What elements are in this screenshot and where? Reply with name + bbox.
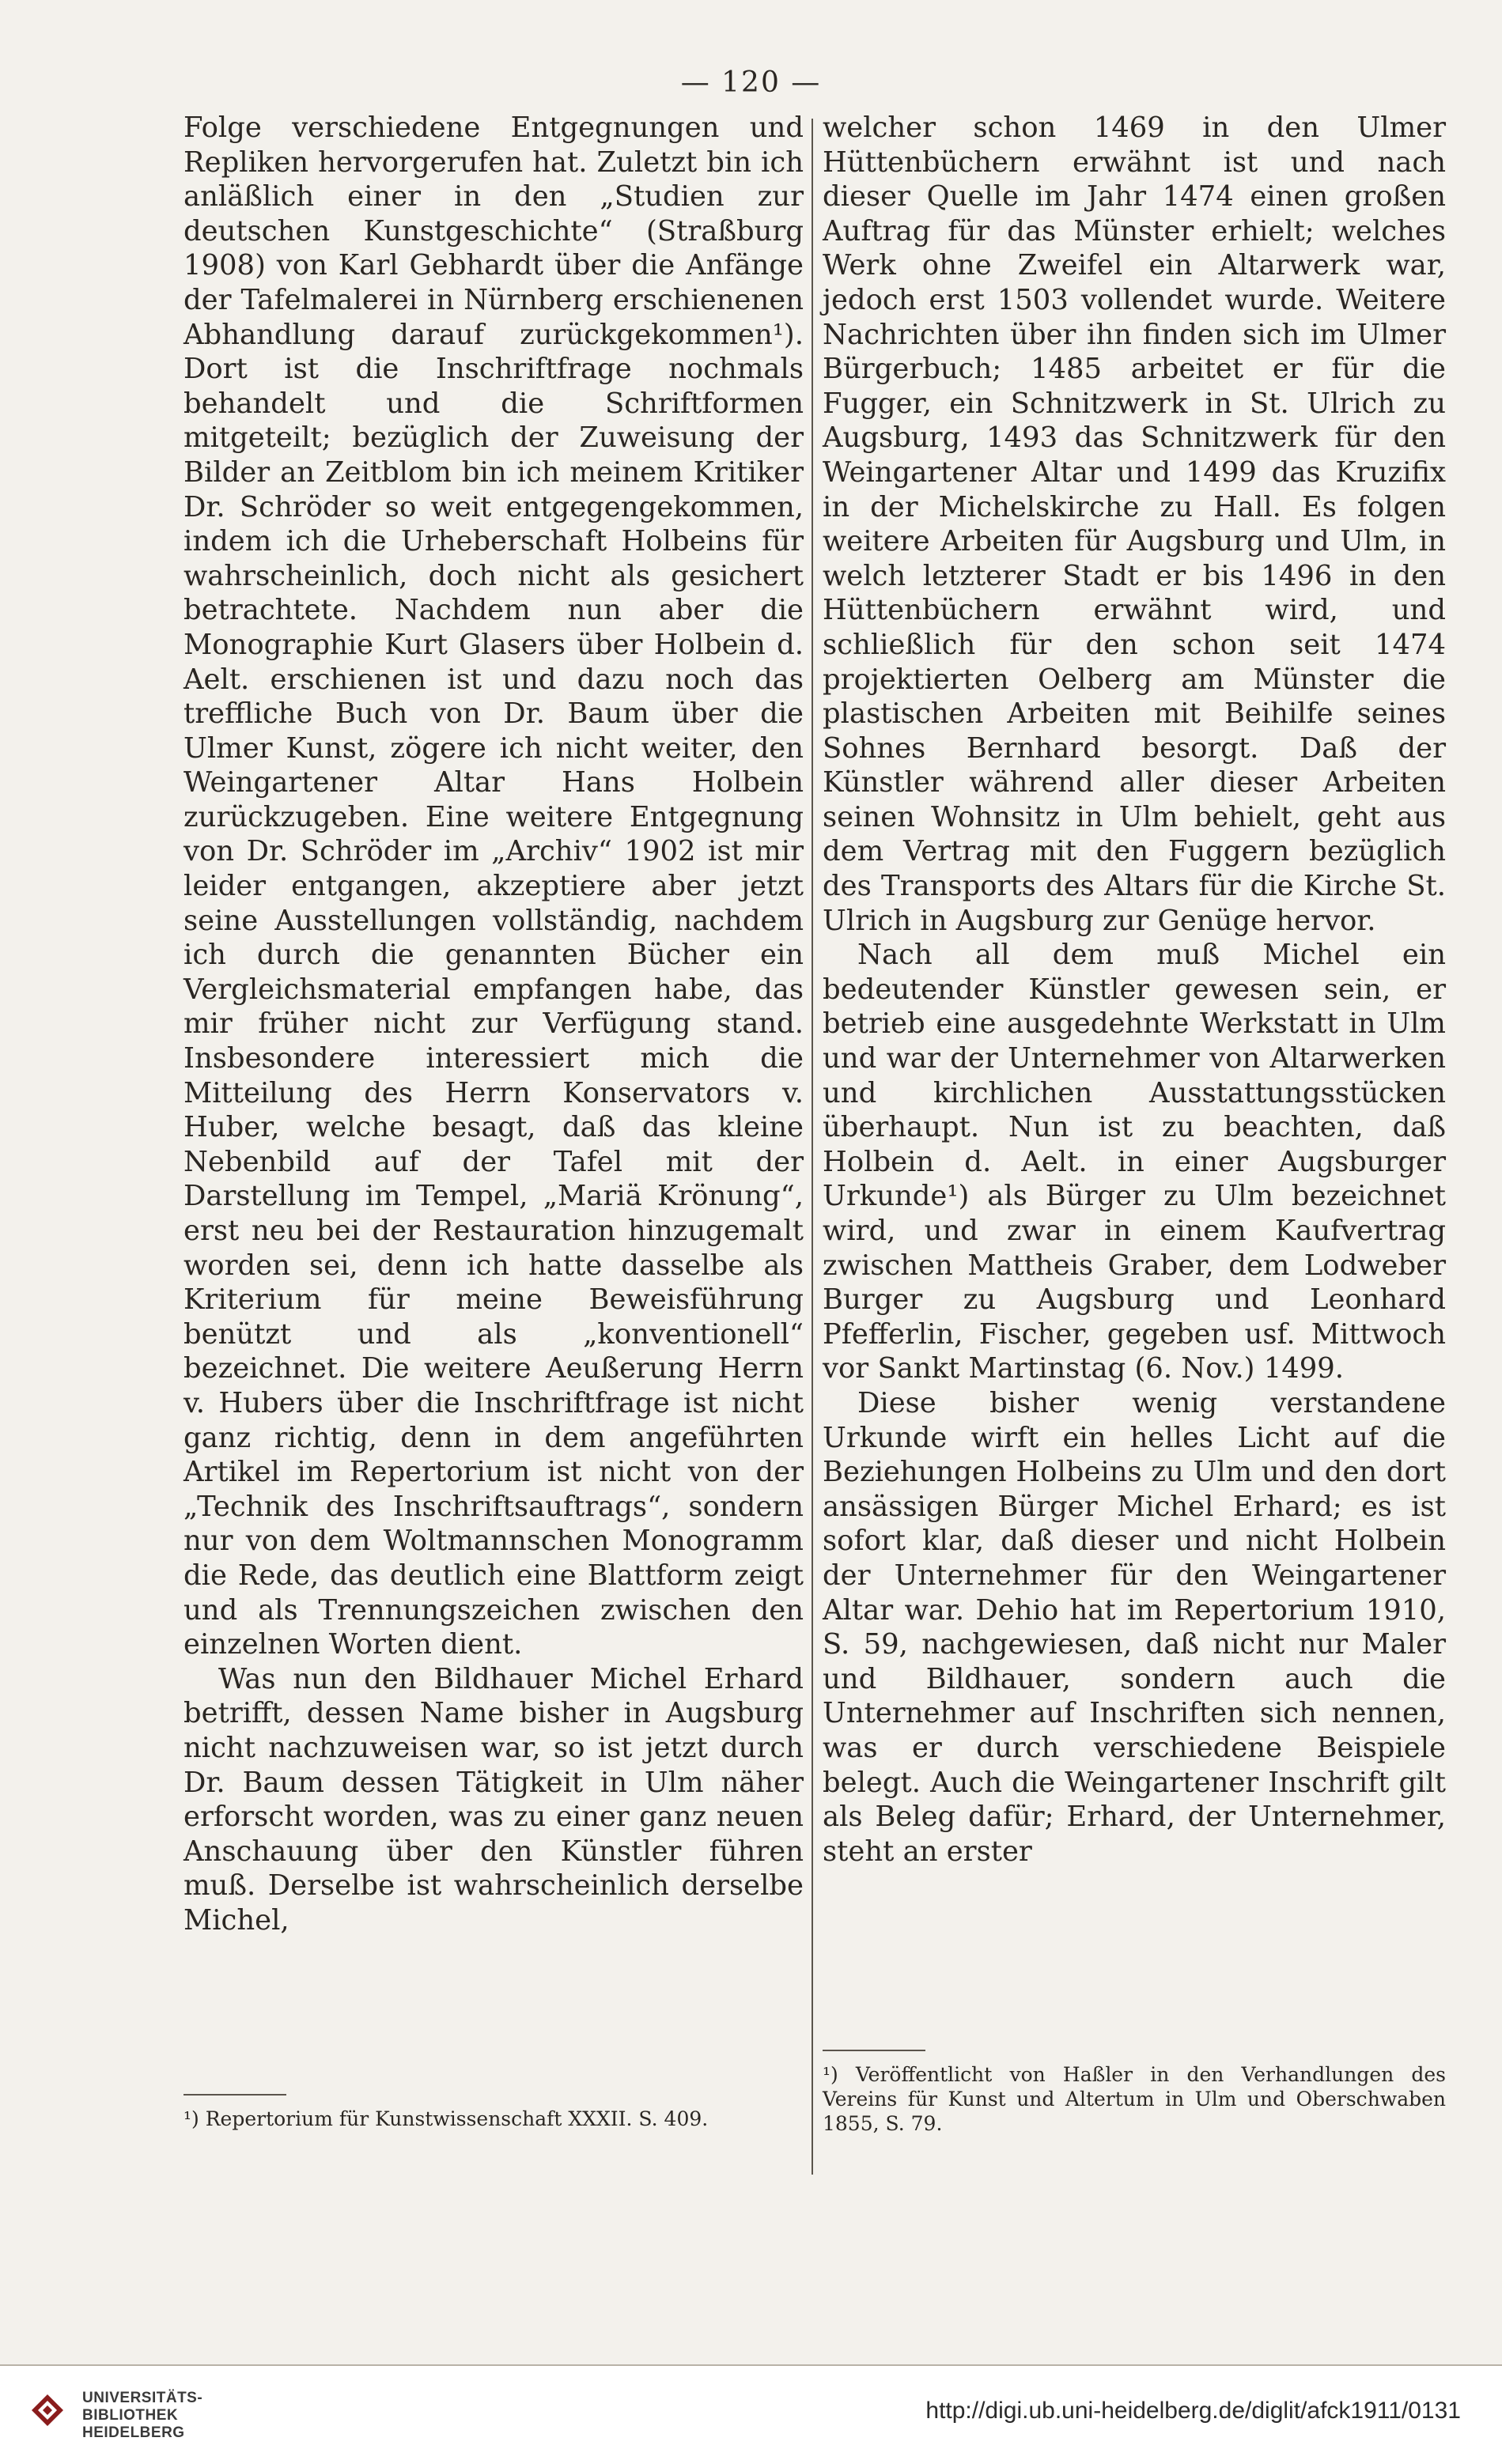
column-divider [812,119,813,2175]
library-name-line-3: HEIDELBERG [82,2424,185,2441]
library-name-line-1: UNIVERSITÄTS- [82,2390,203,2406]
left-paragraph-1: Folge verschiedene Entgegnungen und Repliken hervorgerufen hat. Zuletzt bin ich anläßlich einer in den „Studien zur deutschen Kunstgeschichte“ (Straßburg 1908) von Karl Gebhardt über die Anfänge der Tafelmalerei in Nürnberg erschienenen Abhandlung darauf zurückgekommen¹). Dort ist die Inschriftfrage nochmals behandelt und die Schriftformen mitgeteilt; bezüglich der Zuweisung der Bilder an Zeitblom bin ich meinem Kritiker Dr. Schröder so weit entgegengekommen, indem ich die Urheberschaft Holbeins für wahrscheinlich, doch nicht als gesichert betrachtete. Nachdem nun aber die Monographie Kurt Glasers über Holbein d. Aelt. erschienen ist und dazu noch das treffliche Buch von Dr. Baum über die Ulmer Kunst, zögere ich nicht weiter, den Weingartener Altar Hans Holbein zurückzugeben. Eine weitere Entgegnung von Dr. Schröder im „Archiv“ 1902 ist mir leider entgangen, akzeptiere aber jetzt seine Ausstellungen vollständig, nachdem ich durch die genannten Bücher ein Vergleichsmaterial empfangen habe, das mir früher nicht zur Verfügung stand. Insbesondere interessiert mich die Mitteilung des Herrn Konservators v. Huber, welche besagt, daß das kleine Nebenbild auf der Tafel mit der Darstellung im Tempel, „Mariä Krönung“, erst neu bei der Restauration hinzugemalt worden sei, denn ich hatte dasselbe als Kriterium für meine Beweisführung benützt und als „konventionell“ bezeichnet. Die weitere Aeußerung Herrn v. Hubers über die Inschriftfrage ist nicht ganz richtig, denn in dem angeführten Artikel im Repertorium ist nicht von der „Technik des Inschriftsauftrags“, sondern nur von dem Woltmannschen Monogramm die Rede, das deutlich eine Blattform zeigt und als Trennungszeichen zwischen den einzelnen Worten dient. [183,111,804,1661]
source-url: http://digi.ub.uni-heidelberg.de/diglit/afck1911/0131 [925,2398,1461,2424]
library-name-line-2: BIBLIOTHEK [82,2407,179,2424]
footnote-rule-right [823,2050,925,2051]
footer-bar [0,2366,1502,2464]
library-logo-icon [30,2393,65,2428]
right-paragraph-1: welcher schon 1469 in den Ulmer Hüttenbüchern erwähnt ist und nach dieser Quelle im Jahr 1474 einen großen Auftrag für das Münster erhielt; welches Werk ohne Zweifel ein Altarwerk war, jedoch erst 1503 vollendet wurde. Weitere Nachrichten über ihn finden sich im Ulmer Bürgerbuch; 1485 arbeitet er für die Fugger, ein Schnitzwerk in St. Ulrich zu Augsburg, 1493 das Schnitzwerk für den Weingartener Altar und 1499 das Kruzifix in der Michelskirche zu Hall. Es folgen weitere Arbeiten für Augsburg und Ulm, in welch letzterer Stadt er bis 1496 in den Hüttenbüchern erwähnt wird, und schließlich für den schon seit 1474 projektierten Oelberg am Münster die plastischen Arbeiten mit Beihilfe seines Sohnes Bernhard besorgt. Daß der Künstler während aller dieser Arbeiten seinen Wohnsitz in Ulm behielt, geht aus dem Vertrag mit den Fuggern bezüglich des Transports des Altars für die Kirche St. Ulrich in Augsburg zur Genüge hervor. [823,111,1446,937]
right-column [823,111,1446,1869]
page-number: — 120 — [680,66,822,99]
left-paragraph-2: Was nun den Bildhauer Michel Erhard betrifft, dessen Name bisher in Augsburg nicht nachzuweisen war, so ist jetzt durch Dr. Baum dessen Tätigkeit in Ulm näher erforscht worden, was zu einer ganz neuen Anschauung über den Künstler führen muß. Derselbe ist wahrscheinlich derselbe Michel, [183,1662,804,1937]
right-paragraph-3: Diese bisher wenig verstandene Urkunde wirft ein helles Licht auf die Beziehungen Holbeins zu Ulm und den dort ansässigen Bürger Michel Erhard; es ist sofort klar, daß dieser und nicht Holbein der Unternehmer für den Weingartener Altar war. Dehio hat im Repertorium 1910, S. 59, nachgewiesen, daß nicht nur Maler und Bildhauer, sondern auch die Unternehmer auf Inschriften sich nennen, was er durch verschiedene Beispiele belegt. Auch die Weingartener Inschrift gilt als Beleg dafür; Erhard, der Unternehmer, steht an erster [823,1386,1446,1868]
footnote-right: ¹) Veröffentlicht von Haßler in den Verhandlungen des Vereins für Kunst und Altertum in Ulm und Oberschwaben 1855, S. 79. [823,2063,1446,2135]
footnote-left: ¹) Repertorium für Kunstwissenschaft XXXII. S. 409. [183,2107,709,2130]
left-column [183,111,804,1937]
library-name [82,2390,202,2442]
right-paragraph-2: Nach all dem muß Michel ein bedeutender Künstler gewesen sein, er betrieb eine ausgedehnte Werkstatt in Ulm und war der Unternehmer von Altarwerken und kirchlichen Ausstattungsstücken überhaupt. Nun ist zu beachten, daß Holbein d. Aelt. in einer Augsburger Urkunde¹) als Bürger zu Ulm bezeichnet wird, und zwar in einem Kaufvertrag zwischen Mattheis Graber, dem Lodweber Burger zu Augsburg und Leonhard Pfefferlin, Fischer, gegeben usf. Mittwoch vor Sankt Martinstag (6. Nov.) 1499. [823,939,1446,1385]
footnote-rule-left [183,2094,286,2096]
